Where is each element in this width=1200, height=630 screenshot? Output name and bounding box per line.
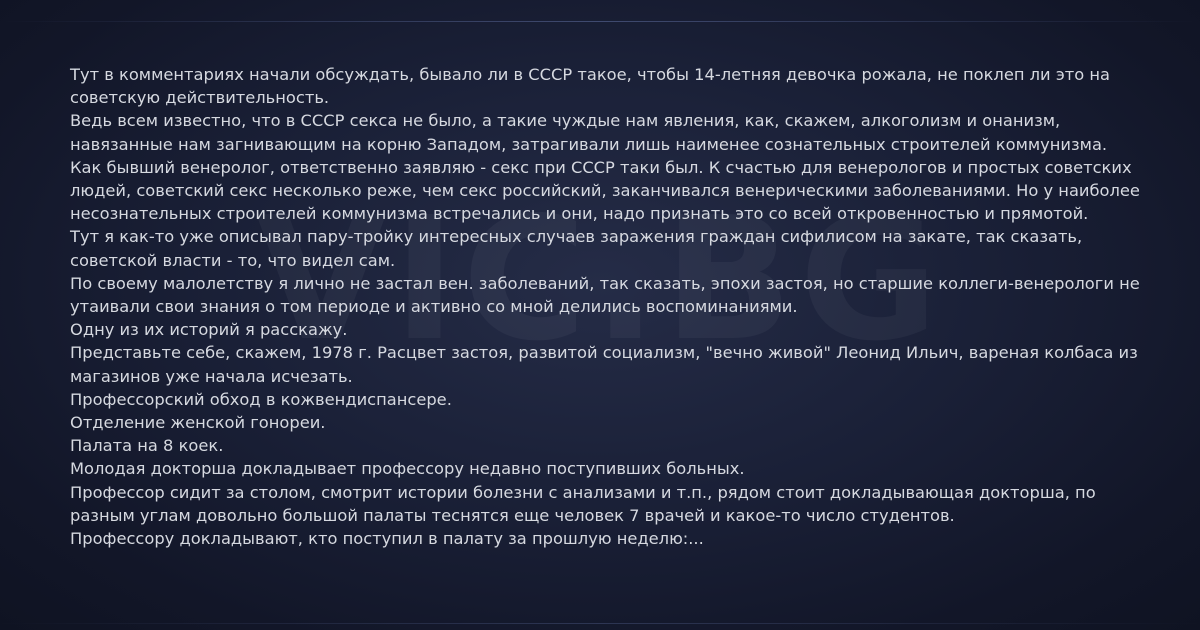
story-paragraph: Одну из их историй я расскажу. [70, 320, 348, 340]
story-paragraph: Отделение женской гонореи. [70, 413, 326, 433]
story-paragraph: Профессор сидит за столом, смотрит истории болезни с анализами и т.п., рядом стоит докладывающая докторша, по разным углам довольно большой палаты теснятся еще человек 7 врачей и какое-то число студентов. [70, 482, 1096, 525]
story-paragraph: Ведь всем известно, что в СССР секса не было, а такие чуждые нам явления, как, скажем, алкоголизм и онанизм, навязанные нам загнивающим на корню Западом, затрагивали лишь наименее сознательных строителей коммунизма. [70, 111, 1108, 154]
story-paragraph: Профессорский обход в кожвендиспансере. [70, 389, 452, 409]
story-paragraph: Тут в комментариях начали обсуждать, бывало ли в СССР такое, чтобы 14-летняя девочка рожала, не поклеп ли это на советскую действительность. [70, 65, 1110, 108]
story-paragraph: Представьте себе, скажем, 1978 г. Расцвет застоя, развитой социализм, "вечно живой" Леонид Ильич, вареная колбаса из магазинов уже начала исчезать. [70, 343, 1138, 386]
story-paragraph: Палата на 8 коек. [70, 436, 224, 456]
story-paragraph: Профессору докладывают, кто поступил в палату за прошлую неделю:... [70, 529, 704, 549]
story-paragraph: По своему малолетству я лично не застал вен. заболеваний, так сказать, эпохи застоя, но старшие коллеги-венерологи не утаивали свои знания о том периоде и активно со мной делились воспоминаниями. [70, 273, 1140, 317]
bottom-divider [0, 623, 1200, 624]
story-paragraph: Как бывший венеролог, ответственно заявляю - секс при СССР таки был. К счастью для венерологов и простых советских людей, советский секс несколько реже, чем секс российский, заканчивался венерическими заболеваниями. Но у наиболее несознательных строителей коммунизма встречались и они, надо признать это со всей откровенностью и прямотой. [70, 157, 1140, 224]
story-paragraph: Тут я как-то уже описывал пару-тройку интересных случаев заражения граждан сифилисом на закате, так сказать, советской власти - то, что видел сам. [70, 227, 1083, 270]
story-text [70, 63, 1145, 550]
top-divider [0, 21, 1200, 22]
story-paragraph: Молодая докторша докладывает профессору недавно поступивших больных. [70, 459, 745, 479]
